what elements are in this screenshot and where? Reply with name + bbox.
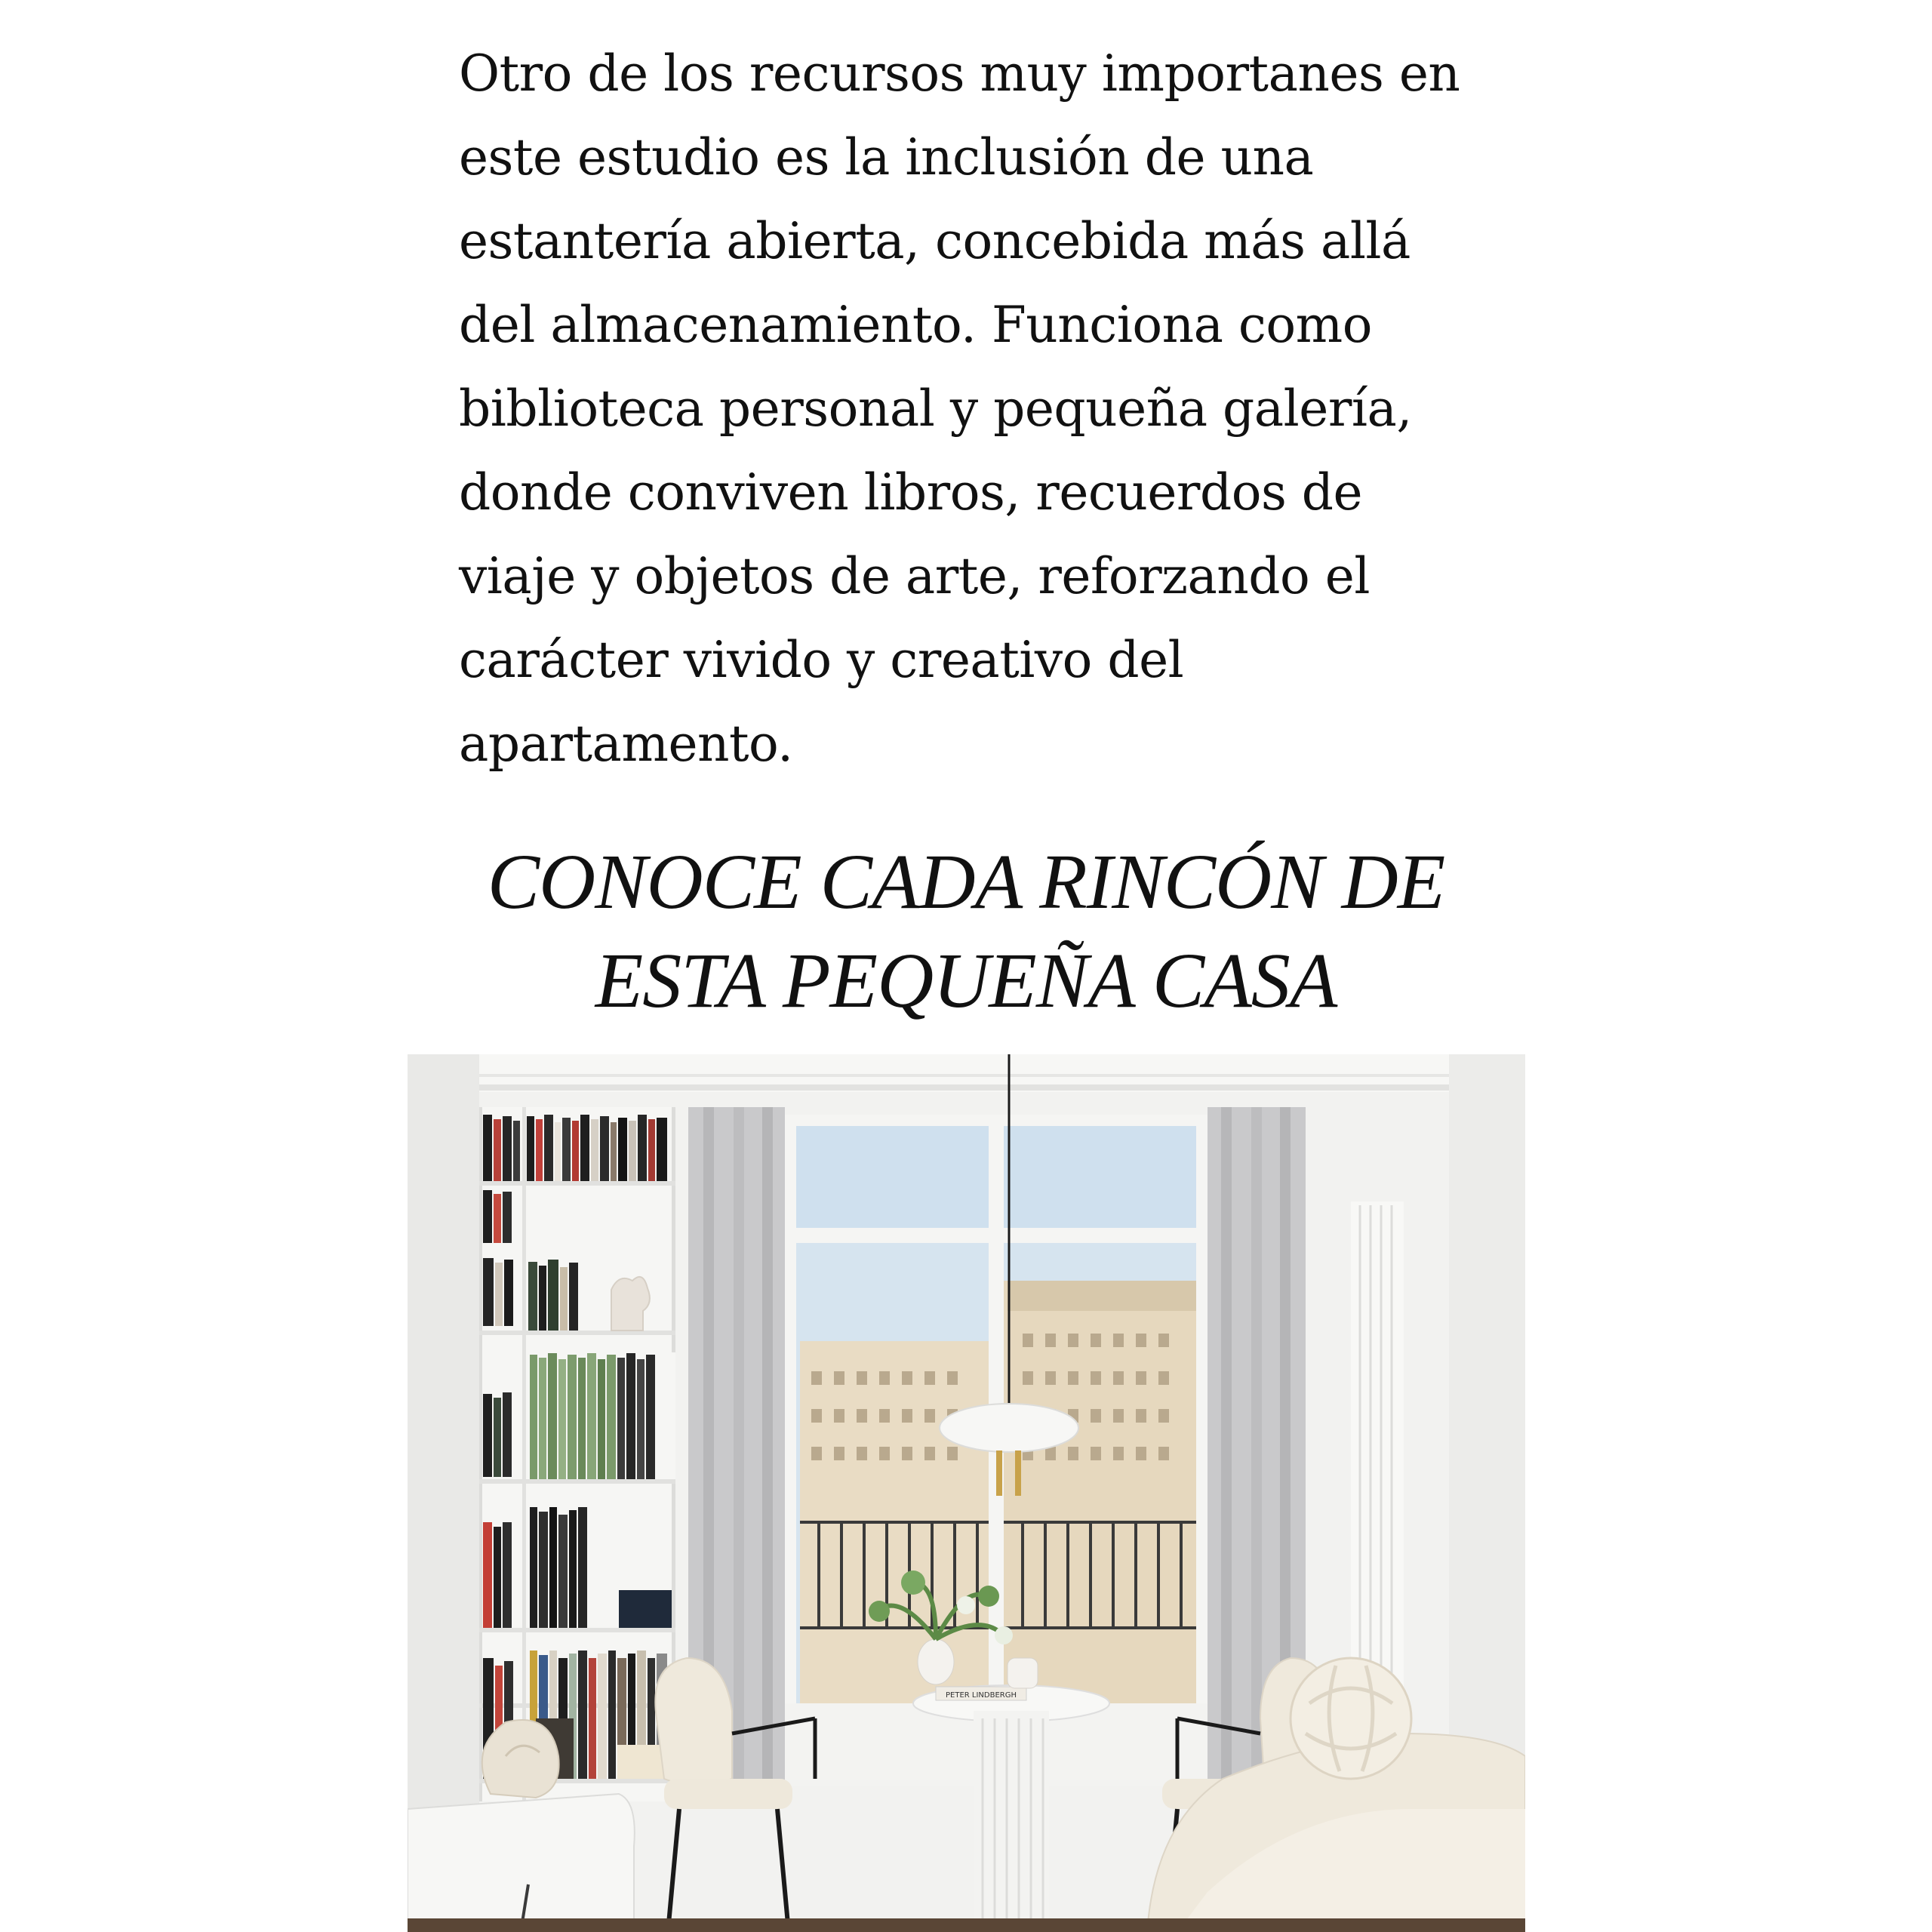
interior-photo-illustration	[408, 1054, 1525, 1932]
paragraph-line: estantería abierta, concebida más allá	[459, 212, 1411, 270]
heading-line: ESTA PEQUEÑA CASA	[595, 937, 1337, 1024]
interior-photo	[408, 1054, 1525, 1932]
paragraph-line: este estudio es la inclusión de una	[459, 128, 1314, 186]
bookshelf	[479, 1107, 675, 1801]
section-heading	[408, 832, 1524, 1030]
paragraph-line: carácter vivido y creativo del	[459, 631, 1184, 689]
paragraph-line: apartamento.	[459, 715, 793, 773]
article-paragraph	[459, 32, 1531, 786]
paragraph-line: donde conviven libros, recuerdos de	[459, 463, 1363, 521]
paragraph-line: biblioteca personal y pequeña galería,	[459, 380, 1412, 438]
book-spine-text: PETER LINDBERGH	[946, 1691, 1017, 1700]
paragraph-line: viaje y objetos de arte, reforzando el	[459, 547, 1370, 605]
heading-line: CONOCE CADA RINCÓN DE	[487, 838, 1445, 925]
radiator	[1351, 1201, 1404, 1722]
paragraph-line: Otro de los recursos muy importanes en	[459, 45, 1460, 103]
paragraph-line: del almacenamiento. Funciona como	[459, 296, 1372, 354]
